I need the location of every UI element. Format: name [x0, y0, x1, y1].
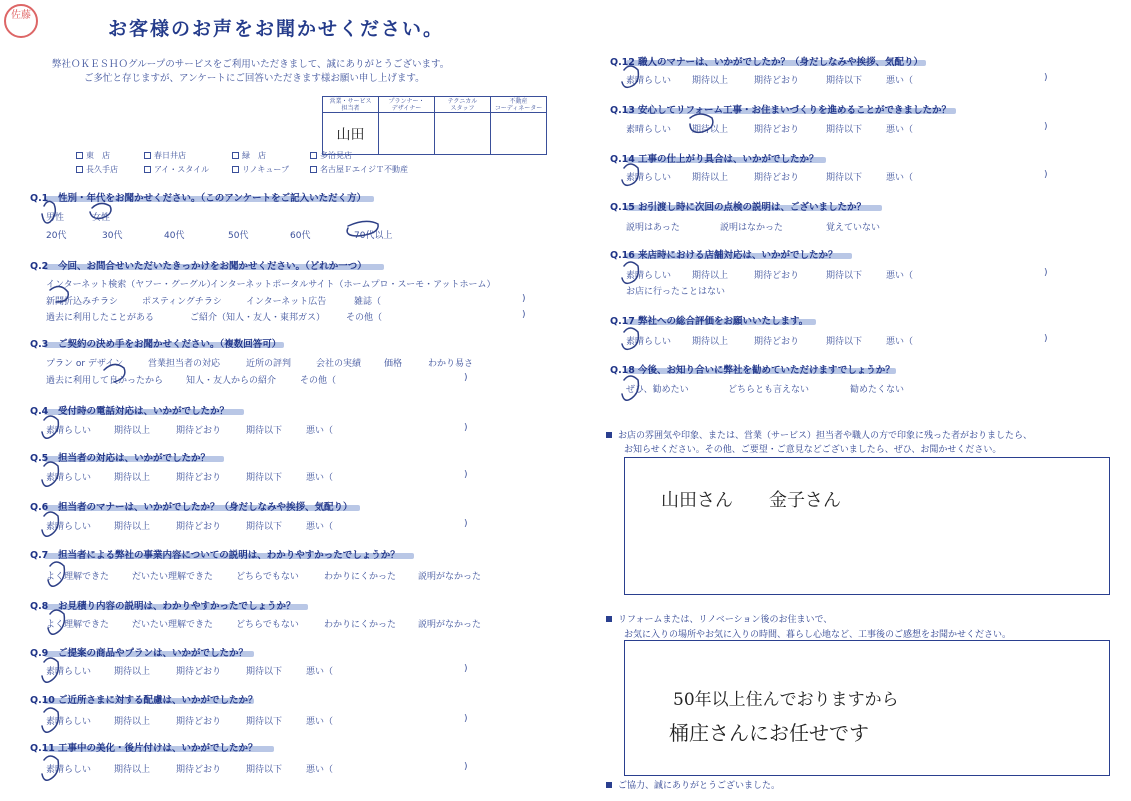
- option[interactable]: 期待どおり: [176, 522, 222, 532]
- staff-value-sales[interactable]: 山田: [323, 113, 379, 155]
- answer-circle: [42, 416, 58, 438]
- option[interactable]: 悪い（: [306, 522, 334, 532]
- question-title: Q.1 性別・年代をお聞かせください。（このアンケートをご記入いただく方）: [30, 193, 367, 204]
- comment-prompt-1: お店の雰囲気や印象、または、営業（サービス）担当者や職人の方で印象に残った者がおりましたら、: [606, 428, 1032, 441]
- answer-circle: [42, 658, 58, 682]
- option[interactable]: 女性: [92, 213, 111, 223]
- close-paren: ): [522, 294, 526, 304]
- store-option[interactable]: 多治見店: [310, 150, 352, 161]
- answer-circle: [50, 286, 68, 302]
- close-paren: ): [464, 762, 468, 772]
- option[interactable]: 勧めたくない: [850, 385, 905, 395]
- close-paren: ): [1044, 170, 1048, 180]
- store-option[interactable]: アイ・スタイル: [144, 164, 209, 175]
- question-title: Q.6 担当者のマナーは、いかがでしたか？（身だしなみや挨拶、気配り）: [30, 502, 353, 513]
- option[interactable]: 素晴らしい: [626, 125, 672, 135]
- handwritten-answer: 山田さん 金子さん: [661, 490, 841, 511]
- option[interactable]: よく理解できた: [46, 572, 110, 582]
- option[interactable]: 期待以下: [826, 125, 863, 135]
- answer-circle: [42, 201, 55, 223]
- seal-stamp: 佐藤: [4, 4, 38, 38]
- option[interactable]: 期待以下: [246, 765, 283, 775]
- store-option[interactable]: 春日井店: [144, 150, 186, 161]
- option[interactable]: 悪い（: [306, 473, 334, 483]
- question-title: Q.15 お引渡し時に次回の点検の説明は、ございましたか？: [610, 202, 867, 213]
- option[interactable]: 説明はあった: [626, 223, 680, 233]
- option[interactable]: ポスティングチラシ: [142, 297, 222, 307]
- option[interactable]: お店に行ったことはない: [626, 287, 726, 297]
- option[interactable]: だいたい理解できた: [132, 572, 214, 582]
- option[interactable]: 期待どおり: [754, 271, 800, 281]
- option[interactable]: 素晴らしい: [46, 522, 92, 532]
- close-paren: ): [1044, 334, 1048, 344]
- question-title: Q.5 担当者の対応は、いかがでしたか？: [30, 453, 211, 464]
- option[interactable]: 新聞折込みチラシ: [46, 297, 119, 307]
- option[interactable]: 素晴らしい: [46, 765, 92, 775]
- answer-circle: [48, 562, 64, 586]
- answer-circle: [42, 708, 58, 732]
- close-paren: ): [464, 423, 468, 433]
- comment-prompt-2: お知らせください。その他、ご要望・ご意見などございましたら、ぜひ、お聞かせください。: [624, 445, 1002, 455]
- option[interactable]: 期待どおり: [176, 426, 222, 436]
- option[interactable]: 期待以下: [246, 473, 283, 483]
- option[interactable]: 会社の実績: [316, 359, 362, 369]
- question-title: Q.8 お見積り内容の説明は、わかりやすかったでしょうか？: [30, 601, 296, 612]
- option[interactable]: 20代: [46, 231, 67, 241]
- option[interactable]: インターネット検索（ヤフー・グーグル）: [46, 280, 216, 290]
- staff-header-realestate: 不動産 コーディネーター: [491, 97, 547, 113]
- option[interactable]: 素晴らしい: [626, 271, 672, 281]
- answer-circle: [42, 512, 58, 536]
- question-title: Q.18 今後、お知り合いに弊社を勧めていただけますでしょうか？: [610, 365, 895, 376]
- option[interactable]: 期待以上: [692, 173, 729, 183]
- option[interactable]: 悪い（: [306, 717, 334, 727]
- handwritten-answer-line-1: 50年以上住んでおりますから: [673, 690, 899, 710]
- question-title: Q.11 工事中の美化・後片付けは、いかがでしたか？: [30, 743, 258, 754]
- option[interactable]: 期待以下: [826, 173, 863, 183]
- option[interactable]: 期待以上: [114, 765, 151, 775]
- store-option[interactable]: リノキューブ: [232, 164, 289, 175]
- footer-thanks: ご協力、誠にありがとうございました。: [606, 778, 780, 791]
- option[interactable]: 期待以上: [692, 271, 729, 281]
- option[interactable]: 説明はなかった: [720, 223, 784, 233]
- option[interactable]: 過去に利用して良かったから: [46, 376, 164, 386]
- option[interactable]: わかりにくかった: [324, 572, 397, 582]
- answer-circle: [690, 114, 713, 132]
- answer-circle: [347, 221, 378, 236]
- option[interactable]: ぜひ、勧めたい: [626, 385, 689, 395]
- store-option[interactable]: 東 店: [76, 150, 110, 161]
- option[interactable]: 期待以下: [246, 522, 283, 532]
- staff-header-sales: 営業・サービス 担当者: [323, 97, 379, 113]
- question-title: Q.4 受付時の電話対応は、いかがでしたか？: [30, 406, 230, 417]
- question-title: Q.17 弊社への総合評価をお願いいたします。: [610, 316, 809, 327]
- option[interactable]: 悪い（: [306, 765, 334, 775]
- answer-circle: [622, 328, 638, 349]
- close-paren: ): [464, 714, 468, 724]
- option[interactable]: 70代以上: [354, 231, 393, 241]
- option[interactable]: 期待以上: [692, 125, 729, 135]
- answer-circle: [622, 376, 638, 400]
- option[interactable]: よく理解できた: [46, 620, 110, 630]
- option[interactable]: 期待どおり: [176, 765, 222, 775]
- option[interactable]: わかり易さ: [428, 359, 474, 369]
- close-paren: ): [464, 373, 468, 383]
- close-paren: ): [464, 664, 468, 674]
- option[interactable]: 素晴らしい: [626, 76, 672, 86]
- option[interactable]: 覚えていない: [826, 223, 881, 233]
- option[interactable]: 知人・友人からの紹介: [186, 376, 277, 386]
- comment-prompt-1: リフォームまたは、リノベーション後のお住まいで、: [606, 612, 832, 625]
- option[interactable]: 悪い（: [886, 173, 914, 183]
- option[interactable]: 悪い（: [306, 426, 334, 436]
- option[interactable]: 期待以下: [246, 717, 283, 727]
- answer-circle: [622, 262, 638, 283]
- question-title: Q.2 今回、お問合せいただいたきっかけをお聞かせください。（どれか一つ）: [30, 261, 367, 272]
- question-title: Q.12 職人のマナーは、いかがでしたか？（身だしなみや挨拶、気配り）: [610, 57, 924, 68]
- option[interactable]: 雑誌（: [354, 297, 382, 307]
- option[interactable]: 期待以下: [246, 667, 283, 677]
- store-option[interactable]: 長久手店: [76, 164, 118, 175]
- option[interactable]: わかりにくかった: [324, 620, 397, 630]
- intro-line-1: 弊社ＯＫＥＳＨＯグループのサービスをご利用いただきまして、誠にありがとうございます。: [52, 59, 450, 70]
- option[interactable]: どちらでもない: [236, 620, 299, 630]
- option[interactable]: 期待どおり: [176, 667, 222, 677]
- close-paren: ): [1044, 73, 1048, 83]
- comment-prompt-2: お気に入りの場所やお気に入りの時間、暮らし心地など、工事後のご感想をお聞かせください。: [624, 630, 1012, 640]
- close-paren: ): [1044, 268, 1048, 278]
- option[interactable]: 価格: [384, 359, 403, 369]
- option[interactable]: 営業担当者の対応: [148, 359, 221, 369]
- question-title: Q.14 工事の仕上がり具合は、いかがでしたか？: [610, 154, 819, 165]
- answer-circle: [622, 66, 638, 87]
- option[interactable]: インターネットポータルサイト（ホームプロ・スーモ・アットホーム）: [210, 280, 496, 290]
- option[interactable]: 男性: [46, 213, 65, 223]
- option[interactable]: 過去に利用したことがある: [46, 313, 155, 323]
- option[interactable]: 悪い（: [306, 667, 334, 677]
- option[interactable]: 期待以上: [114, 473, 151, 483]
- question-title: Q.10 ご近所さまに対する配慮は、いかがでしたか？: [30, 695, 258, 706]
- question-title: Q.16 来店時における店舗対応は、いかがでしたか？: [610, 250, 838, 261]
- answer-circle: [42, 756, 58, 780]
- option[interactable]: 期待どおり: [176, 473, 222, 483]
- staff-header-technical: テクニカル スタッフ: [435, 97, 491, 113]
- option[interactable]: 期待以上: [114, 717, 151, 727]
- close-paren: ): [464, 519, 468, 529]
- option[interactable]: プラン or デザイン: [46, 359, 124, 369]
- option[interactable]: 期待以上: [692, 337, 729, 347]
- option[interactable]: 悪い（: [886, 271, 914, 281]
- question-title: Q.9 ご提案の商品やプランは、いかがでしたか？: [30, 648, 249, 659]
- option[interactable]: 悪い（: [886, 337, 914, 347]
- option[interactable]: 説明がなかった: [418, 620, 482, 630]
- answer-circle: [90, 203, 111, 218]
- option[interactable]: 近所の評判: [246, 359, 292, 369]
- option[interactable]: ご紹介（知人・友人・東邦ガス）: [190, 313, 326, 323]
- option[interactable]: その他（: [300, 376, 337, 386]
- option[interactable]: 期待どおり: [754, 173, 800, 183]
- question-title: Q.3 ご契約の決め手をお聞かせください。（複数回答可）: [30, 339, 282, 350]
- answer-circle: [48, 610, 64, 634]
- answer-circle: [622, 164, 638, 185]
- option[interactable]: どちらでもない: [236, 572, 299, 582]
- option[interactable]: 期待以下: [826, 76, 863, 86]
- close-paren: ): [464, 470, 468, 480]
- option[interactable]: 素晴らしい: [46, 667, 92, 677]
- page-title: お客様のお声をお聞かせください。: [108, 18, 445, 40]
- option[interactable]: 素晴らしい: [626, 337, 672, 347]
- option[interactable]: 素晴らしい: [626, 173, 672, 183]
- option[interactable]: その他（: [346, 313, 383, 323]
- question-title: Q.7 担当者による弊社の事業内容についての説明は、わかりやすかったでしょうか？: [30, 550, 400, 561]
- answer-circle: [104, 364, 125, 382]
- store-option[interactable]: 緑 店: [232, 150, 266, 161]
- option[interactable]: 期待どおり: [176, 717, 222, 727]
- question-title: Q.13 安心してリフォーム工事・お住まいづくりを進めることができましたか？: [610, 105, 952, 116]
- handwritten-answer-line-2: 桶庄さんにお任せです: [669, 721, 869, 745]
- option[interactable]: 期待どおり: [754, 76, 800, 86]
- option[interactable]: 悪い（: [886, 76, 914, 86]
- intro-line-2: ご多忙と存じますが、アンケートにご回答いただきます様お願い申し上げます。: [84, 73, 425, 84]
- option[interactable]: 期待以下: [246, 426, 283, 436]
- answer-circle: [42, 462, 58, 486]
- option[interactable]: 素晴らしい: [46, 717, 92, 727]
- option[interactable]: 期待以上: [114, 426, 151, 436]
- option[interactable]: 期待以下: [826, 337, 863, 347]
- option[interactable]: 説明がなかった: [418, 572, 482, 582]
- option[interactable]: 40代: [164, 231, 185, 241]
- staff-header-planner: プランナー・ デザイナー: [379, 97, 435, 113]
- option[interactable]: 期待どおり: [754, 125, 800, 135]
- option[interactable]: 30代: [102, 231, 123, 241]
- option[interactable]: 期待以上: [114, 667, 151, 677]
- store-option[interactable]: 名古屋ＦエイジＴ不動産: [310, 164, 408, 175]
- option[interactable]: 期待以上: [692, 76, 729, 86]
- option[interactable]: 悪い（: [886, 125, 914, 135]
- option[interactable]: 期待以下: [826, 271, 863, 281]
- option[interactable]: だいたい理解できた: [132, 620, 214, 630]
- close-paren: ): [522, 310, 526, 320]
- option[interactable]: 素晴らしい: [46, 473, 92, 483]
- option[interactable]: どちらとも言えない: [728, 385, 810, 395]
- option[interactable]: 期待以上: [114, 522, 151, 532]
- option[interactable]: 50代: [228, 231, 249, 241]
- option[interactable]: 素晴らしい: [46, 426, 92, 436]
- option[interactable]: 60代: [290, 231, 311, 241]
- option[interactable]: インターネット広告: [246, 297, 327, 307]
- option[interactable]: 期待どおり: [754, 337, 800, 347]
- close-paren: ): [1044, 122, 1048, 132]
